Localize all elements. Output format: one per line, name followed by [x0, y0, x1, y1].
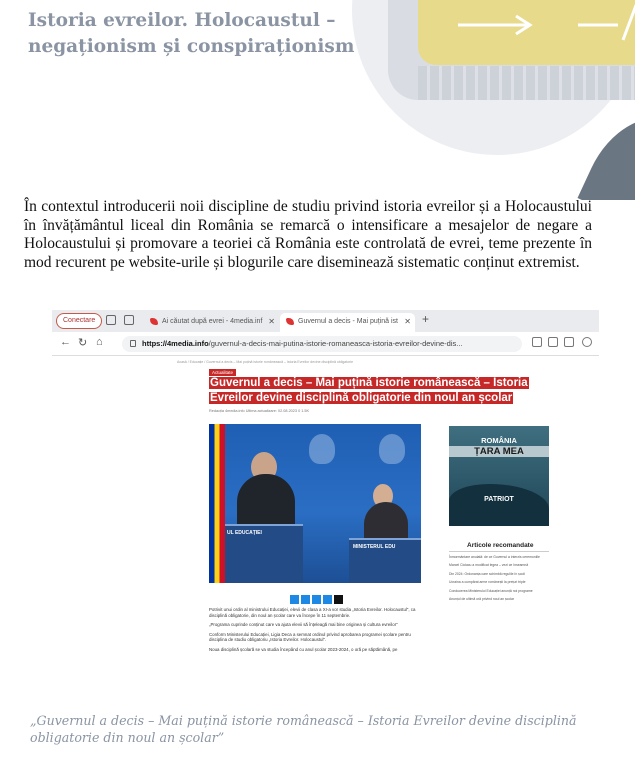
embedded-screenshot	[52, 310, 599, 682]
read-aloud-icon[interactable]	[532, 337, 542, 347]
article-headline	[209, 376, 539, 406]
email-icon[interactable]	[323, 595, 332, 604]
list-item[interactable]: Anunțul de ultimă oră privind noul an școlar	[449, 597, 515, 602]
browser-tab-bar	[52, 310, 599, 332]
article-photo	[209, 424, 421, 583]
list-item[interactable]: Ucraina a cumpărat arme românești la prețuri triple	[449, 580, 526, 585]
share-buttons	[290, 591, 345, 601]
podium-right-label: MINISTERUL EDU	[353, 544, 396, 550]
list-item[interactable]: Marcel Ciolacu a modificat legea – vezi ce înseamnă	[449, 563, 529, 568]
address-bar	[52, 332, 599, 356]
tab-label: Guvernul a decis - Mai puțină ist	[298, 318, 398, 325]
divider	[449, 551, 549, 552]
arrow-icon	[418, 0, 635, 65]
site-favicon-icon	[150, 318, 158, 325]
category-badge[interactable]: Actualitate	[209, 369, 236, 376]
document-title: Istoria evreilor. Holocaustul – negaționism și conspiraționism	[28, 10, 355, 57]
ad-line1: ROMÂNIA	[481, 436, 517, 445]
headline-text: Guvernul a decis – Mai puțină istorie românească – Istoria Evreilor devine disciplină obligatorie din noul an școlar	[210, 377, 528, 404]
login-button[interactable]: Conectare	[56, 313, 102, 329]
article-meta: Redacția 4media.info Ultima actualizare: 02.08.2023 0 1.5K	[209, 409, 310, 413]
tab-article[interactable]	[280, 313, 415, 332]
article-paragraph: Conform Ministerului Educației, Ligia Deca a semnat ordinul privind aprobarea programei școlare pentru disciplina de studiu obligatoriu „Istoria Evreilor. Holocaustul”.	[209, 631, 411, 643]
breadcrumb: Acasă / Educație / Guvernul a decis – Mai puțină istorie românească – Istoria Evreilor devine disciplină obligatorie	[177, 360, 354, 364]
article-paragraph: Potrivit unui ordin al ministrului Educației, elevii de clasa a XI-a vor studia „Istoria Evreilor. Holocaustul”, ca disciplină obligatorie, din noul an școlar care va începe în 11 septembrie.	[209, 607, 416, 618]
linkedin-icon[interactable]	[312, 595, 321, 604]
print-icon[interactable]	[334, 595, 343, 604]
lock-icon	[130, 340, 136, 347]
collections-icon[interactable]	[106, 315, 116, 325]
ad-line3: PATRIOT	[484, 496, 514, 503]
laptop-illustration	[388, 0, 635, 100]
close-icon[interactable]: ✕	[404, 317, 411, 326]
tab-label: Ai căutat după evrei - 4media.inf	[162, 318, 263, 325]
facebook-icon[interactable]	[290, 595, 299, 604]
web-page	[52, 356, 599, 682]
emblem-icon	[309, 434, 335, 464]
url-domain: https://4media.info	[142, 339, 209, 348]
twitter-icon[interactable]	[301, 595, 310, 604]
new-tab-button[interactable]: +	[422, 312, 430, 326]
ad-line2: ȚARA MEA	[449, 446, 549, 457]
podium-left-label: UL EDUCAȚIEI	[227, 530, 262, 536]
flag-image	[209, 424, 225, 583]
list-item[interactable]: Conducerea Ministerului Educației anunță noi programe	[449, 588, 533, 593]
article-paragraph: Noua disciplină școlară se va studia începând cu anul școlar 2023-2024, o oră pe săptămână, pe	[209, 646, 398, 652]
url-input[interactable]	[122, 336, 522, 352]
laptop-screen	[418, 0, 635, 65]
ad-landscape	[449, 484, 549, 526]
article-paragraph: „Programa cuprinde conținut care va ajuta elevii să înțeleagă mai bine originea și cultura evreilor”	[209, 622, 398, 628]
split-screen-icon[interactable]	[548, 337, 558, 347]
extensions-icon[interactable]	[582, 337, 592, 347]
url-path: /guvernul-a-decis-mai-putina-istorie-romaneasca-istoria-evreilor-devine-dis...	[208, 339, 463, 348]
reload-icon[interactable]: ↻	[78, 337, 88, 349]
back-icon[interactable]: ←	[60, 336, 71, 348]
figure-caption: „Guvernul a decis – Mai puțină istorie românească – Istoria Evreilor devine disciplină obligatorie din noul an școlar”	[30, 713, 577, 745]
emblem-icon	[379, 434, 405, 464]
home-icon[interactable]: ⌂	[96, 336, 103, 348]
recommended-list	[449, 555, 549, 605]
close-icon[interactable]: ✕	[268, 317, 275, 326]
article-body	[209, 607, 429, 657]
laptop-keyboard	[418, 66, 635, 100]
tab-search-results[interactable]	[144, 313, 279, 332]
list-item[interactable]: Înmormântare anulată: de ce Guvernul a interzis ceremoniile	[449, 555, 540, 559]
intro-paragraph: În contextul introducerii noii discipline de studiu privind istoria evreilor și a Holocaustului în învățământul liceal din România se remarcă o intensificare a mesajelor de negare a Holocaustului și promovare a teoriei că România este controlată de evrei, teme prezente în mod recurent pe website-urile și blogurile care diseminează sistematic conținut extremist.	[24, 198, 592, 271]
site-favicon-icon	[286, 318, 294, 325]
advertisement-banner[interactable]	[449, 426, 549, 526]
sidebar-title: Articole recomandate	[467, 542, 534, 549]
tab-actions-icon[interactable]	[124, 315, 134, 325]
list-item[interactable]: Din 2024: Ordonanța care schimbă regulile în școli	[449, 571, 525, 576]
favorites-icon[interactable]	[564, 337, 574, 347]
